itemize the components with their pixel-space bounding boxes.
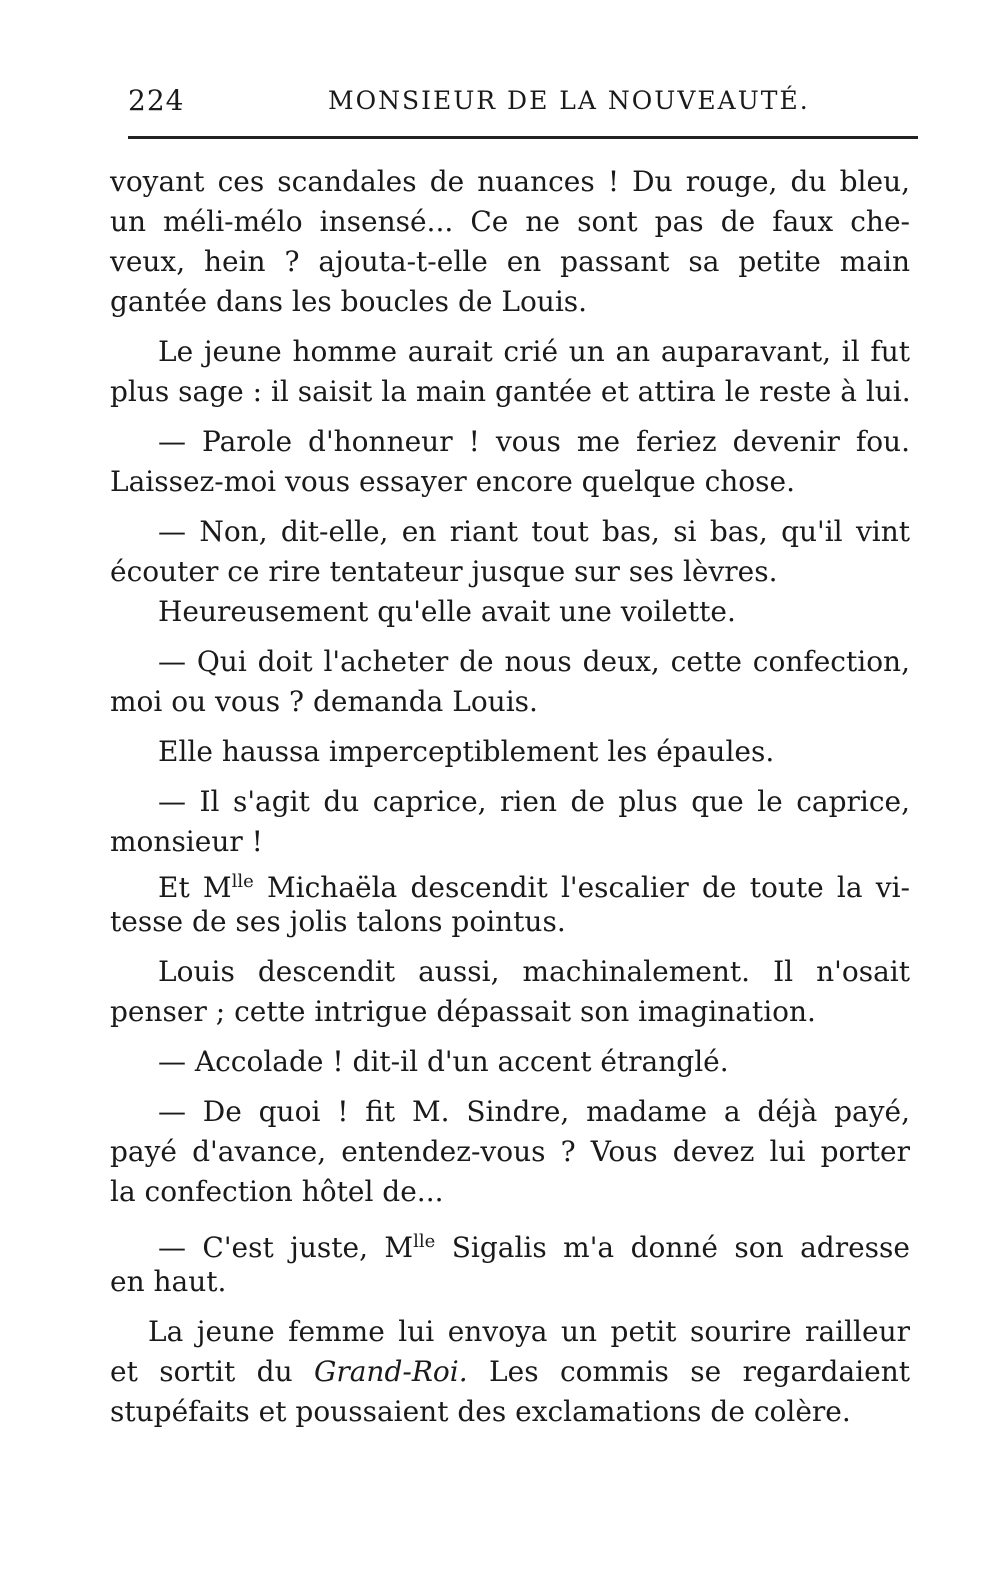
page-number: 224 bbox=[128, 84, 185, 117]
text-line: payé d'avance, entendez-vous ? Vous devez lui porter bbox=[110, 1135, 910, 1168]
text-line: Louis descendit aussi, machinalement. Il n'osait bbox=[158, 955, 910, 988]
header-rule bbox=[128, 136, 918, 139]
text-line: écouter ce rire tentateur jusque sur ses lèvres. bbox=[110, 555, 778, 588]
text-line bbox=[110, 1352, 910, 1392]
text-line: voyant ces scandales de nuances ! Du rouge, du bleu, bbox=[110, 165, 910, 198]
text-line: — Qui doit l'acheter de nous deux, cette confection, bbox=[158, 645, 910, 678]
text-line: — Accolade ! dit-il d'un accent étranglé. bbox=[158, 1045, 729, 1078]
text-line: penser ; cette intrigue dépassait son imagination. bbox=[110, 995, 816, 1028]
line-text: — C'est juste, M bbox=[158, 1231, 414, 1264]
superscript: lle bbox=[231, 871, 254, 892]
text-line: — Non, dit-elle, en riant tout bas, si bas, qu'il vint bbox=[158, 515, 910, 548]
line-text: Sigalis m'a donné son adresse bbox=[435, 1231, 910, 1264]
page-header bbox=[128, 84, 918, 120]
text-line: La jeune femme lui envoya un petit sourire railleur bbox=[148, 1315, 910, 1348]
text-line: gantée dans les boucles de Louis. bbox=[110, 285, 588, 318]
text-line: — Parole d'honneur ! vous me feriez devenir fou. bbox=[158, 425, 910, 458]
text-line: — Il s'agit du caprice, rien de plus que le caprice, bbox=[158, 785, 910, 818]
text-line: veux, hein ? ajouta-t-elle en passant sa petite main bbox=[110, 245, 910, 278]
text-line: stupéfaits et poussaient des exclamations de colère. bbox=[110, 1395, 851, 1428]
text-line: en haut. bbox=[110, 1265, 227, 1298]
text-line: un méli-mélo insensé... Ce ne sont pas de faux che- bbox=[110, 205, 910, 238]
superscript: lle bbox=[413, 1231, 436, 1252]
text-line: Heureusement qu'elle avait une voilette. bbox=[158, 595, 736, 628]
running-title: MONSIEUR DE LA NOUVEAUTÉ. bbox=[328, 86, 810, 115]
line-text: et sortit du bbox=[110, 1355, 314, 1388]
line-text: Michaëla descendit l'escalier de toute la vi- bbox=[253, 871, 911, 904]
text-line: monsieur ! bbox=[110, 825, 263, 858]
italic-title: Grand-Roi. bbox=[313, 1355, 468, 1388]
text-line: Le jeune homme aurait crié un an auparavant, il fut bbox=[158, 335, 910, 368]
line-text: Les commis se regardaient bbox=[467, 1355, 910, 1388]
text-line: Elle haussa imperceptiblement les épaules. bbox=[158, 735, 775, 768]
line-text: Et M bbox=[158, 871, 232, 904]
text-line: plus sage : il saisit la main gantée et attira le reste à lui. bbox=[110, 375, 911, 408]
text-line: la confection hôtel de... bbox=[110, 1175, 444, 1208]
text-line: tesse de ses jolis talons pointus. bbox=[110, 905, 566, 938]
text-line: Laissez-moi vous essayer encore quelque chose. bbox=[110, 465, 796, 498]
text-line: moi ou vous ? demanda Louis. bbox=[110, 685, 538, 718]
text-line: — De quoi ! fit M. Sindre, madame a déjà payé, bbox=[158, 1095, 910, 1128]
